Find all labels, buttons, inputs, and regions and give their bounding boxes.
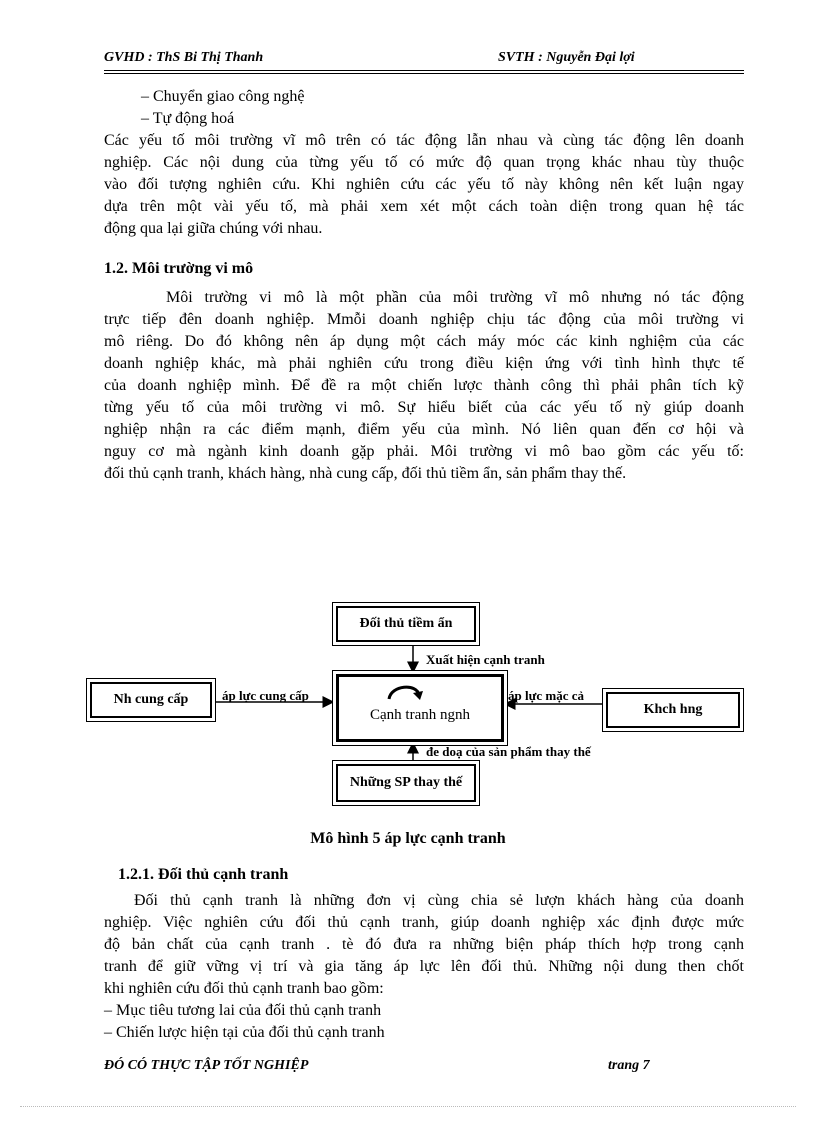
box-customers-label: Khch hng — [606, 692, 740, 728]
section-heading: 1.2. Môi trường vi mô — [104, 260, 254, 277]
box-substitutes-label: Những SP thay thế — [336, 764, 476, 802]
box-industry-rivalry — [332, 670, 508, 746]
bullet-item: – Tự động hoá — [141, 110, 235, 127]
para1-line: Các yếu tố môi trường vĩ mô trên có tác động lẫn nhau và cùng tác động lên doanh — [104, 132, 744, 149]
bullet-item: – Mục tiêu tương lai của đối thủ cạnh tranh — [104, 1002, 382, 1019]
header-right: SVTH : Nguyễn Đại lợi — [498, 50, 635, 65]
label-buyer-power: áp lực mặc cả — [508, 688, 585, 703]
box-potential-entrants-label: Đối thủ tiềm ẩn — [336, 606, 476, 642]
label-supplier-power: áp lực cung cấp — [222, 688, 309, 703]
para2-line: Môi trường vi mô là một phần của môi trường vĩ mô nhưng nó tác động — [166, 289, 744, 306]
para1-line: động qua lại giữa chúng với nhau. — [104, 220, 323, 237]
figure-caption: Mô hình 5 áp lực cạnh tranh — [310, 830, 506, 847]
para2-line: mô riêng. Do đó không nên áp dụng một cách máy móc các kinh nghiệm của các — [104, 333, 744, 350]
para2-line: nghiệp nhận ra các điểm mạnh, điểm yếu của mình. Nó liên quan đến cơ hội và — [104, 421, 744, 438]
label-entry-threat: Xuất hiện cạnh tranh — [426, 652, 545, 667]
para3-line: nghiệp. Việc nghiên cứu đối thủ cạnh tranh, giúp doanh nghiệp xác định được mức — [104, 914, 744, 931]
box-substitutes — [332, 760, 480, 806]
para2-line: nguy cơ mà ngành kinh doanh gặp phải. Môi trường vi mô bao gồm các yếu tố: — [104, 443, 744, 460]
para2-line: của doanh nghiệp mình. Để đề ra một chiến lược thành công thì phải phân tích kỹ — [104, 377, 744, 394]
header-left: GVHD : ThS Bi Thị Thanh — [104, 50, 264, 65]
para1-line: dựa trên một vài yếu tố, mà phải xem xét một cách toàn diện trong quan hệ tác — [104, 198, 744, 215]
para3-line: tranh để giữ vững vị trí và gia tăng áp lực lên đối thủ. Những nội dung then chốt — [104, 958, 744, 975]
box-customers — [602, 688, 744, 732]
bottom-dotted-rule — [20, 1106, 796, 1107]
para1-line: vào đối tượng nghiên cứu. Khi nghiên cứu các yếu tố này không nên kết luận ngay — [104, 176, 744, 193]
para2-line: doanh nghiệp khác, mà phải nghiên cứu trong điều kiện ứng với tình hình thực tế — [104, 355, 744, 372]
para3-line: độ bản chất của cạnh tranh . tè đó đưa ra những biện pháp thích hợp trong cạnh — [104, 936, 744, 953]
footer-left: ĐÓ CÓ THỰC TẬP TỐT NGHIỆP — [104, 1058, 309, 1073]
curved-arrow-icon — [385, 681, 425, 703]
box-potential-entrants — [332, 602, 480, 646]
bullet-item: – Chuyển giao công nghệ — [141, 88, 305, 105]
para2-line: từng yếu tố của môi trường vi mô. Sự hiểu biết của các yếu tố nỳ giúp doanh — [104, 399, 744, 416]
label-substitute-threat: đe doạ của sản phẩm thay thế — [426, 744, 591, 759]
box-suppliers-label: Nh cung cấp — [90, 682, 212, 718]
para3-line: Đối thủ cạnh tranh là những đơn vị cùng chia sẻ lượn khách hàng của doanh — [134, 892, 744, 909]
box-suppliers — [86, 678, 216, 722]
box-industry-rivalry-label: Cạnh tranh ngnh — [336, 674, 504, 742]
para2-line: đối thủ cạnh tranh, khách hàng, nhà cung cấp, đối thủ tiềm ẩn, sản phẩm thay thế. — [104, 465, 627, 482]
para2-line: trực tiếp đên doanh nghiệp. Mmỗi doanh nghiệp chịu tác động của môi trường vi — [104, 311, 744, 328]
page-number: trang 7 — [608, 1058, 650, 1073]
bullet-item: – Chiến lược hiện tại của đối thủ cạnh tranh — [104, 1024, 385, 1041]
para3-line: khi nghiên cứu đối thủ cạnh tranh bao gồm: — [104, 980, 384, 997]
subsection-heading: 1.2.1. Đối thủ cạnh tranh — [118, 866, 289, 883]
para1-line: nghiệp. Các nội dung của từng yếu tố có mức độ quan trọng khác nhau tùy thuộc — [104, 154, 744, 171]
